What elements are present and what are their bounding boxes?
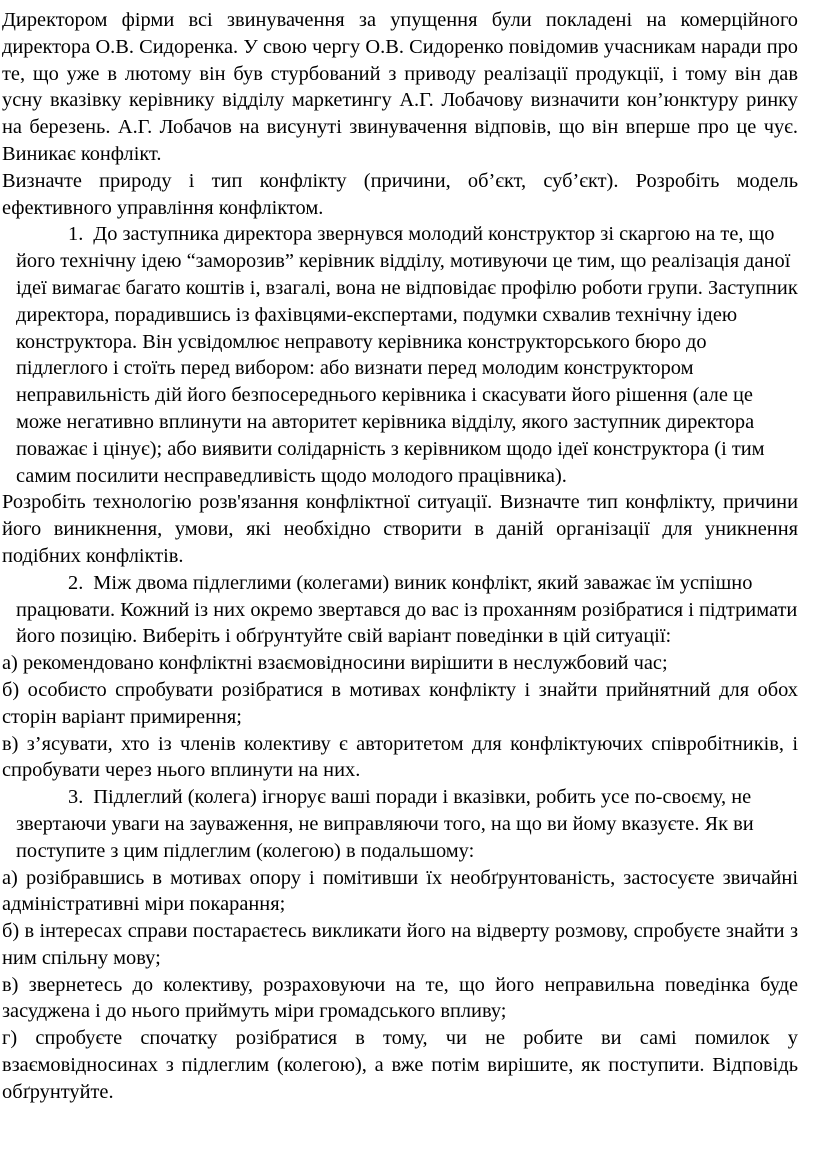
case-3-option-b: б) в інтересах справи постараєтесь викликати його на відверту розмову, спробуєте знайти з ним спільну мову;	[2, 920, 798, 969]
case-2-option-a: а) рекомендовано конфліктні взаємовідносини вирішити в неслужбовий час;	[2, 652, 668, 675]
case-1-number: 1.	[68, 223, 84, 246]
case-2-number: 2.	[68, 571, 84, 594]
case-3-number: 3.	[68, 786, 84, 809]
case-3	[16, 784, 798, 864]
case-2-option-b: б) особисто спробувати розібратися в мотивах конфлікту і знайти прийнятний для обох сторін варіант примирення;	[2, 678, 798, 728]
case-2	[16, 570, 798, 650]
intro-paragraph: Директором фірми всі звинувачення за упущення були покладені на комерційного директора О.В. Сидоренка. У свою чергу О.В. Сидоренко повідомив учасникам наради про те, що уже в лютому він був стурбований з приводу реалізації продукції, і тому він дав усну вказівку керівнику відділу маркетингу А.Г. Лобачову визначити кон’юнктуру ринку на березень. А.Г. Лобачов на висунуті звинувачення відповів, що він вперше про це чує. Виникає конфлікт.	[2, 9, 798, 165]
case-2-text: Між двома підлеглими (колегами) виник конфлікт, який заважає їм успішно працювати. Кожний із них окремо звертався до вас із проханням розібратися і підтримати його позицію. Виберіть і обґрунтуйте свій варіант поведінки в цій ситуації:	[16, 571, 798, 648]
case-1-text: До заступника директора звернувся молодий конструктор зі скаргою на те, що його технічну ідею “заморозив” керівник відділу, мотивуючи це тим, що реалізація даної ідеї вимагає багато коштів і, взагалі, вона не відповідає профілю роботи групи. Заступник директора, порадившись із фахівцями-експертами, подумки схвалив технічну ідею конструктора. Він усвідомлює неправоту керівника конструкторського бюро до підлеглого і стоїть перед вибором: або визнати перед молодим конструктором неправильність дій його безпосереднього керівника і скасувати його рішення (але це може негативно вплинути на авторитет керівника відділу, якого заступник директора поважає і цінує); або виявити солідарність з керівником щодо ідеї конструктора (і тим самим посилити несправедливість щодо молодого працівника).	[16, 223, 798, 487]
case-3-option-d: г) спробуєте спочатку розібратися в тому, чи не робите ви самі помилок у взаємовідносинах з підлеглим (колегою), а вже потім вирішите, як поступити. Відповідь обґрунтуйте.	[2, 1027, 798, 1103]
case-3-option-c: в) звернетесь до колективу, розраховуючи на те, що його неправильна поведінка буде засуджена і до нього приймуть міри громадського впливу;	[2, 973, 798, 1023]
case-3-option-a: а) розібравшись в мотивах опору і помітивши їх необґрунтованість, застосуєте звичайні адміністративні міри покарання;	[2, 866, 798, 916]
case-1-task: Розробіть технологію розв'язання конфліктної ситуації. Визначте тип конфлікту, причини його виникнення, умови, які необхідно створити в даній організації для уникнення подібних конфліктів.	[2, 491, 798, 567]
intro-task: Визначте природу і тип конфлікту (причини, об’єкт, суб’єкт). Розробіть модель ефективного управління конфліктом.	[2, 169, 798, 219]
case-1	[16, 221, 798, 489]
case-3-text: Підлеглий (колега) ігнорує ваші поради і вказівки, робить усе по-своєму, не звертаючи уваги на зауваження, не виправляючи того, на що ви йому вказуєте. Як ви поступите з цим підлеглим (колегою) в подальшому:	[16, 786, 754, 862]
case-2-option-c: в) з’ясувати, хто із членів колективу є авторитетом для конфліктуючих співробітників, і спробувати через нього вплинути на них.	[2, 732, 798, 782]
